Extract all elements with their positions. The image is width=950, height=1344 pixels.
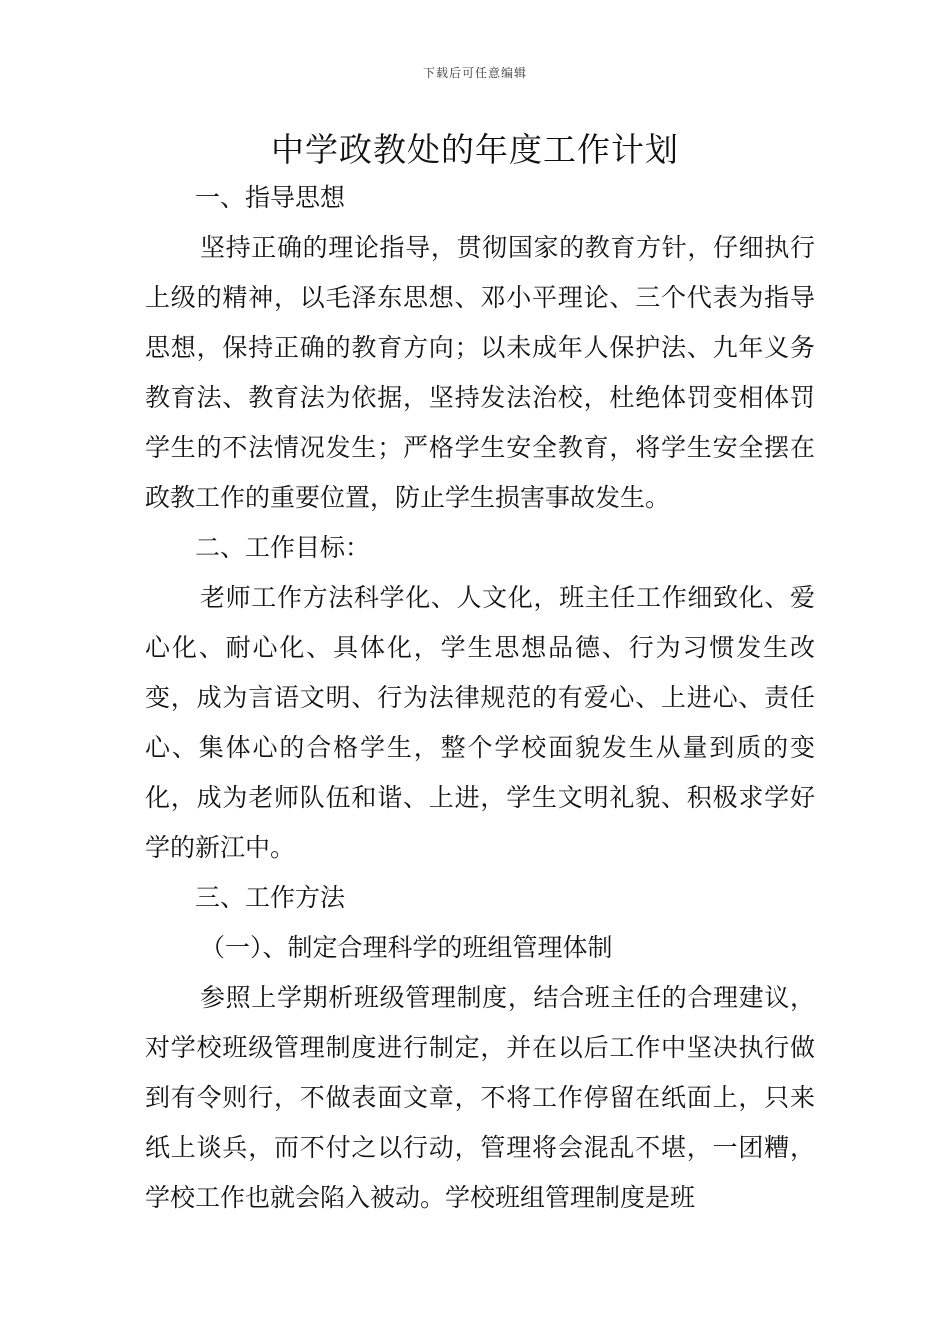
section-heading-work-methods: 三、工作方法	[195, 883, 346, 912]
header-note: 下载后可任意编辑	[422, 66, 527, 80]
document-body	[145, 173, 815, 1223]
section-heading-work-goals: 二、工作目标：	[195, 533, 371, 562]
section-heading-guiding-thought: 一、指导思想	[195, 183, 346, 212]
section-body-guiding-thought: 坚持正确的理论指导，贯彻国家的教育方针，仔细执行上级的精神，以毛泽东思想、邓小平理论、三个代表为指导思想，保持正确的教育方向；以未成年人保护法、九年义务教育法、教育法为依据，坚持发法治校，杜绝体罚变相体罚学生的不法情况发生；严格学生安全教育，将学生安全摆在政教工作的重要位置，防止学生损害事故发生。	[145, 233, 815, 512]
page-title: 中学政教处的年度工作计划	[271, 130, 679, 169]
section-body-work-goals: 老师工作方法科学化、人文化，班主任工作细致化、爱心化、耐心化、具体化，学生思想品德、行为习惯发生改变，成为言语文明、行为法律规范的有爱心、上进心、责任心、集体心的合格学生，整个学校面貌发生从量到质的变化，成为老师队伍和谐、上进，学生文明礼貌、积极求学好学的新江中。	[145, 583, 815, 862]
subsection-body-class-management: 参照上学期析班级管理制度，结合班主任的合理建议，对学校班级管理制度进行制定，并在以后工作中坚决执行做到有令则行，不做表面文章，不将工作停留在纸面上，只来纸上谈兵，而不付之以行动，管理将会混乱不堪，一团糟，学校工作也就会陷入被动。学校班组管理制度是班	[145, 983, 815, 1212]
subsection-heading-class-management: （一）、制定合理科学的班组管理体制	[200, 933, 613, 962]
